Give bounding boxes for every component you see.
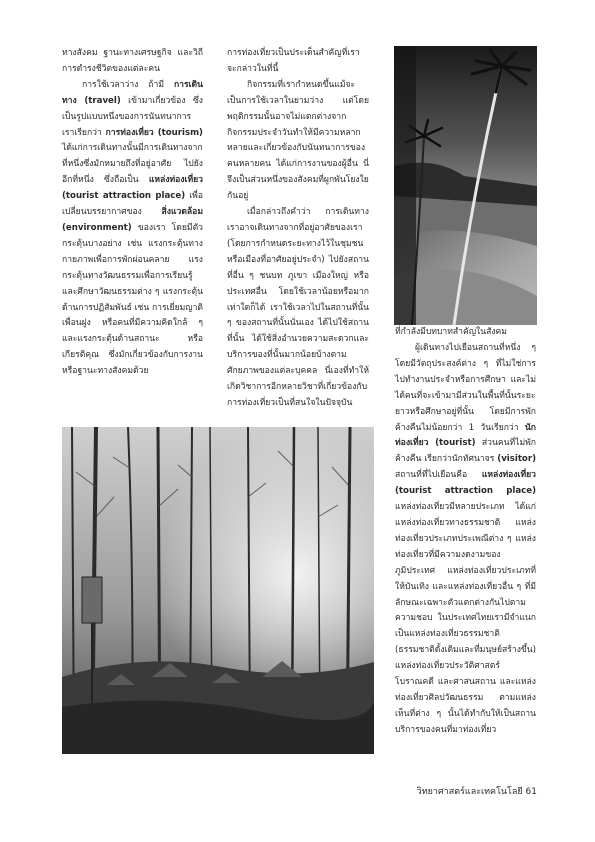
bold-term: สิ่งแวดล้อม (environment) [62, 207, 203, 233]
text-run: ผู้เดินทางไปเยือนสถานที่หนึ่ง ๆ โดยมีวัตถุประสงค์ต่าง ๆ ที่ไม่ใช่การไปทำงานประจำหรือการศึกษา และไม่ได้คนที่จะเข้ามามีส่วนในพื้นที่นั้นระยะยาวหรือศึกษาอยู่ที่นั้น โดยมีการพักค้างคืนไม่น้อยกว่า 1 วันเรียกว่า [395, 343, 536, 433]
bold-term: นักท่องเที่ยว (tourist) [395, 422, 536, 449]
paragraph [395, 341, 536, 739]
text-run: ได้แก่การเดินทางนั้นมีการเดินทางจากที่หนึ่งซึ่งมักหมายถึงที่อยู่อาศัย ไปยังอีกที่หนึ่ง ซึ่งถือเป็น [62, 143, 203, 186]
paragraph: เมื่อกล่าวถึงคำว่า การเดินทาง เราอาจเดินทางจากที่อยู่อาศัยของเรา (โดยการกำหนดระยะทางไว้ในชุมชนหรือเมืองที่อาศัยอยู่ประจำ) ไปยังสถานที่อื่น ๆ ชนบท ภูเขา เมืองใหญ่ หรือประเทศอื่น โดยใช้เวลาน้อยหรือมากเท่าใดก็ได้ เราใช้เวลาไปในสถานที่นั้น ๆ ของสถานที่นั้นนั่นเอง ได้ไปใช้สถานที่นั้น ได้ใช้สิ่งอำนวยความสะดวกและบริการของที่นั้นมากน้อยบ้างตามศักยภาพของแต่ละบุคคล นี่เองที่ทำให้เกิดวิชาการอีกหลายวิชาที่เกี่ยวข้องกับการท่องเที่ยวเป็นที่สนใจในปัจจุบัน [227, 207, 369, 408]
text-run: การใช้เวลาว่าง ถ้ามี [82, 79, 174, 90]
bold-term: การเดินทาง (travel) [62, 79, 203, 106]
text-column-right [395, 341, 536, 739]
bold-term: แหล่งท่องเที่ยว (tourist attraction place) [395, 470, 536, 497]
bold-term: (visitor) [497, 454, 536, 465]
paragraph: การท่องเที่ยวเป็นประเด็นสำคัญที่เราจะกล่าวในที่นี้ [227, 48, 360, 74]
text-column-left [62, 46, 203, 380]
forest-camp-photo [62, 427, 374, 754]
text-run: ส่วนคนที่ไม่พักค้างคืน เรียกว่านักทัศนาจร [395, 438, 536, 465]
text-run: เข้ามาเกี่ยวข้อง ซึ่งเป็นรูปแบบหนึ่งของการนันทนาการ เราเรียกว่า [62, 95, 203, 138]
paragraph [62, 78, 203, 380]
text-run: เพื่อเปลี่ยนบรรยากาศของ [62, 191, 203, 218]
paragraph: กิจกรรมที่เรากำหนดขึ้นแม้จะเป็นการใช้เวลาในยามว่าง แต่โดยพฤติกรรมนั้นอาจไม่แตกต่างจากกิจกรรมประจำวันทำให้มีความหลากหลายและเกี่ยวข้องกับนันทนาการของคนหลายคน ได้แก่การงานของผู้อื่น นี่จึงเป็นส่วนหนึ่งของสังคมที่ผูกพันโยงใยกันอยู่ [227, 79, 369, 202]
text-run: แหล่งท่องเที่ยวมีหลายประเภท ได้แก่ แหล่งท่องเที่ยวทางธรรมชาติ แหล่งท่องเที่ยวประเภทประเพณีต่าง ๆ แหล่งท่องเที่ยวที่มีความงดงามของภูมิประเทศ แหล่งท่องเที่ยวประเภทที่ให้บันเทิง และแหล่งท่องเที่ยวอื่น ๆ ที่มีลักษณะเฉพาะตัวแตกต่างกันไปตามความชอบ ในประเทศไทยเรามีจำแนกเป็นแหล่งท่องเที่ยวธรรมชาติ (ธรรมชาติดั้งเดิมและที่มนุษย์สร้างขึ้น) แหล่งท่องเที่ยวประวัติศาสตร์ โบราณคดี และศาสนสถาน และแหล่งท่องเที่ยวศิลปวัฒนธรรม ตามแหล่งเห็นที่ต่าง ๆ นั้นได้ทำกับให้เป็นสถานบริการของคนที่มาท่องเที่ยว [395, 502, 537, 735]
paragraph: ทางสังคม ฐานะทางเศรษฐกิจ และวิถีการดำรงชีวิตของแต่ละคน [62, 48, 203, 74]
bold-term: การท่องเที่ยว (tourism) [105, 127, 203, 138]
photo-caption: ที่กำลังมีบทบาทสำคัญในสังคม [395, 327, 507, 337]
bold-term: แหล่งท่องเที่ยว (tourist attraction place) [62, 175, 203, 202]
text-run: ของเรา โดยมีตัวกระตุ้นบางอย่าง เช่น แรงกระตุ้นทางกายภาพเพื่อการพักผ่อนคลาย แรงกระตุ้นทางวัฒนธรรมเพื่อการเรียนรู้และศึกษาวัฒนธรรมต่าง ๆ แรงกระตุ้นด้านการปฏิสัมพันธ์ เช่น การเยี่ยมญาติ เพื่อนฝูง หรือคนที่มีความคิดใกล้ ๆ และแรงกระตุ้นด้านสถานะ หรือเกียรติคุณ ซึ่งมักเกี่ยวข้องกับการงานหรือฐานะทางสังคมด้วย [62, 222, 203, 377]
page-footer: วิทยาศาสตร์และเทคโนโลยี 61 [416, 787, 537, 797]
text-column-middle [227, 46, 369, 412]
text-run: สถานที่ที่ไปเยือนคือ [395, 470, 482, 481]
beach-palm-photo [394, 46, 537, 325]
